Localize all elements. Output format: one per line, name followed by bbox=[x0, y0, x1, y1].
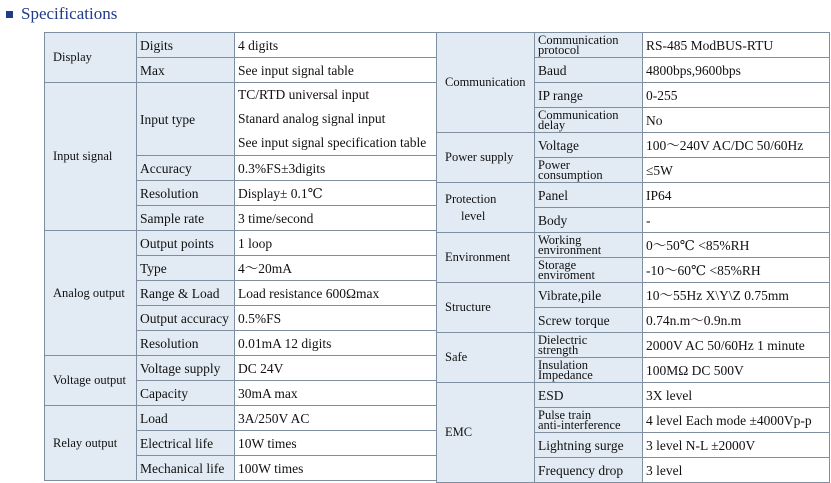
section-heading bbox=[4, 3, 117, 25]
spec-value: Load resistance 600Ωmax bbox=[235, 281, 437, 306]
spec-label: Sample rate bbox=[137, 206, 235, 231]
spec-label: Resolution bbox=[137, 181, 235, 206]
spec-label: Resolution bbox=[137, 331, 235, 356]
spec-row-communication-protocol bbox=[437, 33, 830, 58]
spec-label: Accuracy bbox=[137, 156, 235, 181]
category-emc: EMC bbox=[437, 383, 535, 483]
category-communication: Communication bbox=[437, 33, 535, 133]
spec-value: - bbox=[643, 208, 830, 233]
category-analog-output: Analog output bbox=[45, 231, 137, 356]
spec-label: Input type bbox=[137, 83, 235, 156]
spec-value: 4 digits bbox=[235, 33, 437, 58]
spec-row-working-environment bbox=[437, 233, 830, 258]
spec-value: 3 time/second bbox=[235, 206, 437, 231]
category-power-supply: Power supply bbox=[437, 133, 535, 183]
spec-value: 10～55Hz X\Y\Z 0.75mm bbox=[643, 283, 830, 308]
spec-value: 0.5%FS bbox=[235, 306, 437, 331]
spec-value: 2000V AC 50/60Hz 1 minute bbox=[643, 333, 830, 358]
spec-label: Digits bbox=[137, 33, 235, 58]
spec-value: 0-255 bbox=[643, 83, 830, 108]
spec-row-dielectric-strength bbox=[437, 333, 830, 358]
spec-label: Screw torque bbox=[535, 308, 643, 333]
spec-label: Storage enviroment bbox=[535, 258, 643, 283]
spec-value: 4 level Each mode ±4000Vp-p bbox=[643, 408, 830, 433]
spec-value: See input signal table bbox=[235, 58, 437, 83]
spec-label: Dielectric strength bbox=[535, 333, 643, 358]
category-environment: Environment bbox=[437, 233, 535, 283]
spec-label: Insulation Impedance bbox=[535, 358, 643, 383]
spec-row-panel bbox=[437, 183, 830, 208]
spec-row-output-points bbox=[45, 231, 437, 256]
spec-row-digits bbox=[45, 33, 437, 58]
spec-label: Body bbox=[535, 208, 643, 233]
spec-label: Type bbox=[137, 256, 235, 281]
spec-label: Load bbox=[137, 406, 235, 431]
section-title: Specifications bbox=[21, 4, 118, 23]
spec-value: ≤5W bbox=[643, 158, 830, 183]
spec-value: DC 24V bbox=[235, 356, 437, 381]
spec-label: Voltage bbox=[535, 133, 643, 158]
spec-row-voltage bbox=[437, 133, 830, 158]
spec-label: Power consumption bbox=[535, 158, 643, 183]
spec-value: 0～50℃ <85%RH bbox=[643, 233, 830, 258]
category-display: Display bbox=[45, 33, 137, 83]
spec-table-right bbox=[436, 32, 830, 483]
category-input-signal: Input signal bbox=[45, 83, 137, 231]
spec-value: TC/RTD universal input Stanard analog signal input See input signal specification table bbox=[235, 83, 437, 156]
spec-table-left bbox=[44, 32, 437, 481]
spec-value: 4800bps,9600bps bbox=[643, 58, 830, 83]
spec-label: Output accuracy bbox=[137, 306, 235, 331]
category-voltage-output: Voltage output bbox=[45, 356, 137, 406]
spec-row-load bbox=[45, 406, 437, 431]
spec-value: 100W times bbox=[235, 456, 437, 481]
spec-label: Lightning surge bbox=[535, 433, 643, 458]
square-bullet-icon bbox=[6, 11, 13, 18]
category-line: Protection bbox=[445, 191, 497, 206]
spec-label: Baud bbox=[535, 58, 643, 83]
spec-label: Vibrate,pile bbox=[535, 283, 643, 308]
spec-value: 0.74n.m～0.9n.m bbox=[643, 308, 830, 333]
spec-value: 3 level bbox=[643, 458, 830, 483]
spec-row-input-type bbox=[45, 83, 437, 156]
spec-value: 100MΩ DC 500V bbox=[643, 358, 830, 383]
spec-value: 10W times bbox=[235, 431, 437, 456]
spec-label: Panel bbox=[535, 183, 643, 208]
spec-value: 3 level N-L ±2000V bbox=[643, 433, 830, 458]
spec-label: Working environment bbox=[535, 233, 643, 258]
spec-value: 30mA max bbox=[235, 381, 437, 406]
spec-label: Capacity bbox=[137, 381, 235, 406]
spec-row-esd bbox=[437, 383, 830, 408]
spec-value: 3A/250V AC bbox=[235, 406, 437, 431]
spec-label: Output points bbox=[137, 231, 235, 256]
spec-value: 3X level bbox=[643, 383, 830, 408]
spec-label: Range & Load bbox=[137, 281, 235, 306]
spec-value: 4～20mA bbox=[235, 256, 437, 281]
spec-value: 100～240V AC/DC 50/60Hz bbox=[643, 133, 830, 158]
spec-label: Communication delay bbox=[535, 108, 643, 133]
spec-label: Mechanical life bbox=[137, 456, 235, 481]
category-protection-level bbox=[437, 183, 535, 233]
spec-value: 0.01mA 12 digits bbox=[235, 331, 437, 356]
spec-label: Electrical life bbox=[137, 431, 235, 456]
category-safe: Safe bbox=[437, 333, 535, 383]
spec-label: IP range bbox=[535, 83, 643, 108]
spec-value: -10～60℃ <85%RH bbox=[643, 258, 830, 283]
category-structure: Structure bbox=[437, 283, 535, 333]
spec-row-voltage-supply bbox=[45, 356, 437, 381]
spec-row-vibrate-pile bbox=[437, 283, 830, 308]
spec-label: Pulse train anti-interference bbox=[535, 408, 643, 433]
spec-label: Communication protocol bbox=[535, 33, 643, 58]
category-relay-output: Relay output bbox=[45, 406, 137, 481]
spec-label: Voltage supply bbox=[137, 356, 235, 381]
spec-value: IP64 bbox=[643, 183, 830, 208]
spec-value: 1 loop bbox=[235, 231, 437, 256]
spec-label: Frequency drop bbox=[535, 458, 643, 483]
spec-value: 0.3%FS±3digits bbox=[235, 156, 437, 181]
spec-value: RS-485 ModBUS-RTU bbox=[643, 33, 830, 58]
spec-label: Max bbox=[137, 58, 235, 83]
spec-label: ESD bbox=[535, 383, 643, 408]
spec-value: Display± 0.1℃ bbox=[235, 181, 437, 206]
category-line: level bbox=[461, 208, 486, 223]
spec-value: No bbox=[643, 108, 830, 133]
